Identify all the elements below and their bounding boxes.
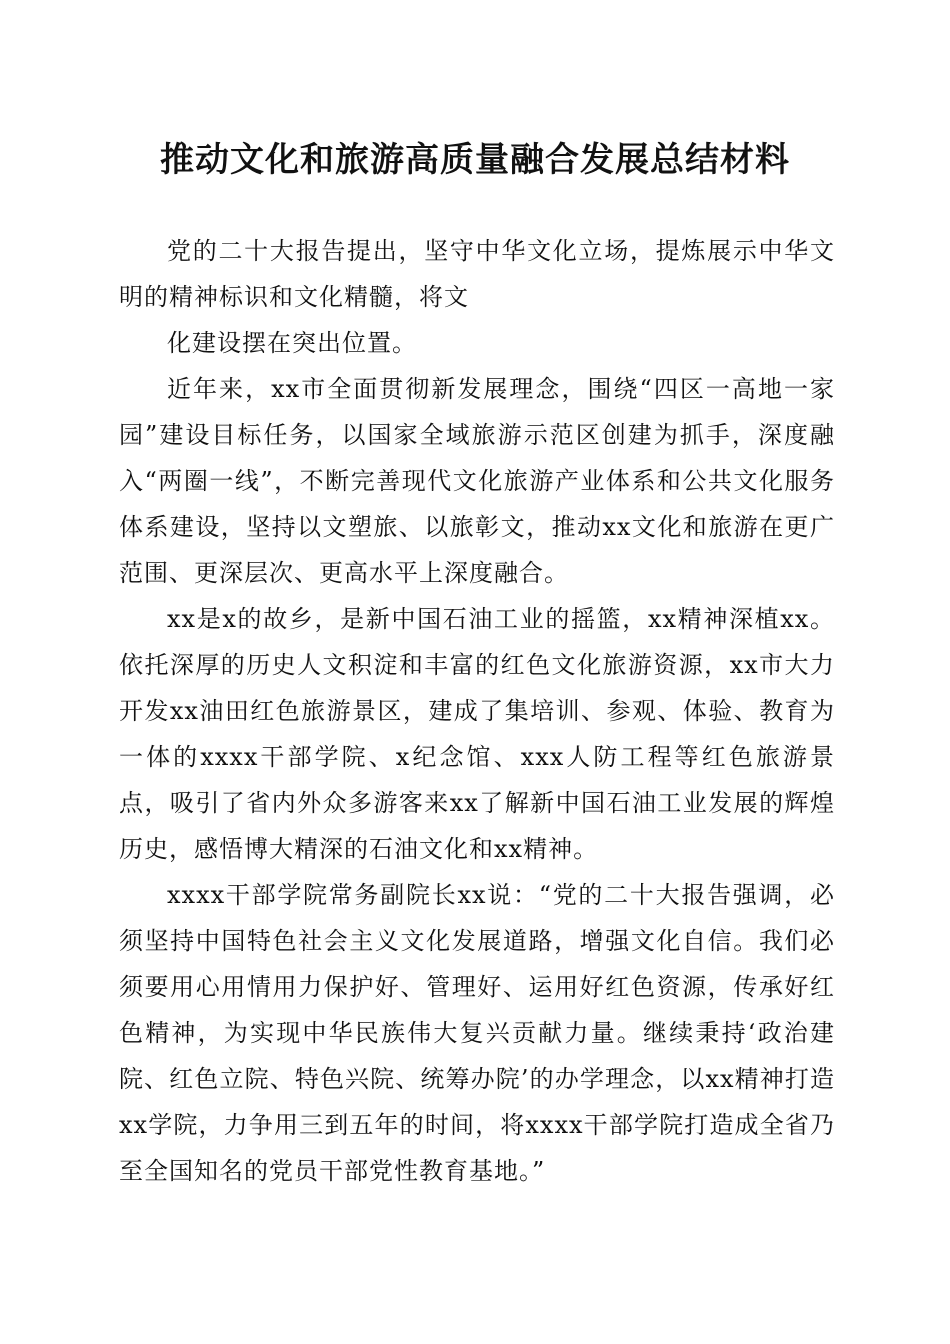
paragraph-quote: xxxx干部学院常务副院长xx说：“党的二十大报告强调，必须坚持中国特色社会主义文化发展道路，增强文化自信。我们必须要用心用情用力保护好、管理好、运用好红色资源，传承好红色精神，为实现中华民族伟大复兴贡献力量。继续秉持‘政治建院、红色立院、特色兴院、统筹办院’的办学理念，以xx精神打造xx学院，力争用三到五年的时间，将xxxx干部学院打造成全省乃至全国知名的党员干部党性教育基地。” (119, 881, 835, 1185)
paragraph-recent-years: 近年来，xx市全面贯彻新发展理念，围绕“四区一高地一家园”建设目标任务，以国家全域旅游示范区创建为抓手，深度融入“两圈一线”，不断完善现代文化旅游产业体系和公共文化服务体系建设，坚持以文塑旅、以旅彰文，推动xx文化和旅游在更广范围、更深层次、更高水平上深度融合。 (119, 375, 835, 587)
paragraph-intro: 党的二十大报告提出，坚守中华文化立场，提炼展示中华文明的精神标识和文化精髓，将文 (119, 237, 835, 311)
document-title: 推动文化和旅游高质量融合发展总结材料 (160, 140, 790, 180)
document-body (119, 228, 835, 1194)
paragraph-hometown: xx是x的故乡，是新中国石油工业的摇篮，xx精神深植xx。依托深厚的历史人文积淀和丰富的红色文化旅游资源，xx市大力开发xx油田红色旅游景区，建成了集培训、参观、体验、教育为一体的xxxx干部学院、x纪念馆、xxx人防工程等红色旅游景点，吸引了省内外众多游客来xx了解新中国石油工业发展的辉煌历史，感悟博大精深的石油文化和xx精神。 (119, 605, 835, 863)
paragraph-intro-continued: 化建设摆在突出位置。 (167, 329, 417, 357)
